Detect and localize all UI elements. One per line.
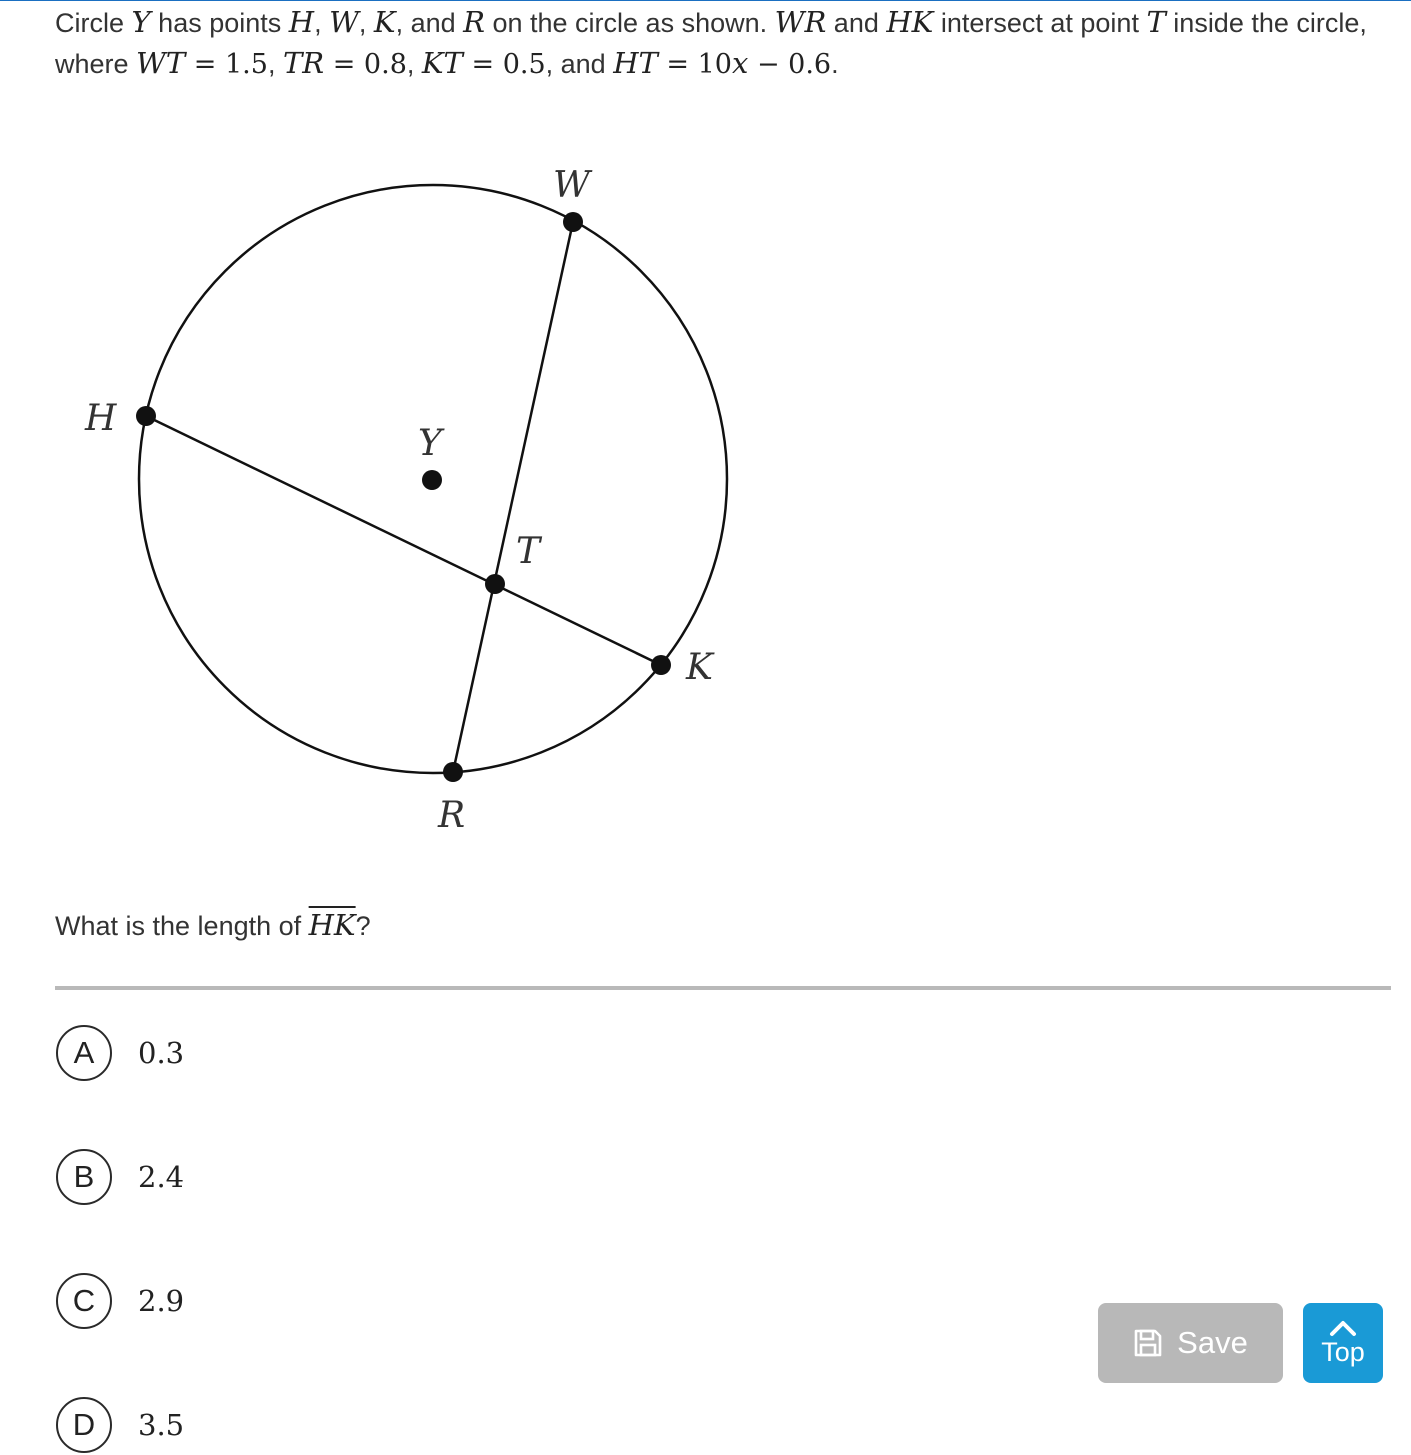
- choice-d[interactable]: [56, 1395, 184, 1455]
- choice-letter: D: [56, 1397, 112, 1453]
- label-k: K: [686, 647, 713, 688]
- choice-c[interactable]: [56, 1271, 184, 1331]
- point-y: [422, 470, 442, 490]
- top-label: Top: [1321, 1336, 1365, 1367]
- point-t: [485, 574, 505, 594]
- choice-letter: A: [56, 1025, 112, 1081]
- divider: [55, 986, 1391, 990]
- save-label: Save: [1177, 1325, 1248, 1360]
- save-button[interactable]: [1098, 1303, 1283, 1383]
- problem-stem: Circle Y has points H, W, K, and R on the circle as shown. WR and HK intersect at point T inside the circle, where WT = 1.5, TR = 0.8, KT = 0.5, and HT = 10x − 0.6.: [55, 5, 1367, 80]
- point-r: [443, 762, 463, 782]
- question-text: What is the length of $\overline{HK}$?: [55, 908, 371, 942]
- label-w: W: [553, 165, 591, 206]
- point-k: [651, 655, 671, 675]
- point-h: [136, 406, 156, 426]
- point-w: [563, 212, 583, 232]
- choice-value: 0.3: [138, 1036, 185, 1070]
- chevron-up-icon: [1329, 1319, 1357, 1337]
- chord-hk: [146, 416, 661, 665]
- choice-value: 3.5: [138, 1408, 185, 1442]
- choice-value: 2.9: [138, 1284, 185, 1318]
- choice-b[interactable]: [56, 1147, 184, 1207]
- choice-letter: C: [56, 1273, 112, 1329]
- save-icon: [1133, 1328, 1163, 1358]
- choice-letter: B: [56, 1149, 112, 1205]
- choice-a[interactable]: [56, 1023, 184, 1083]
- label-r: R: [438, 795, 466, 836]
- label-y: Y: [418, 423, 442, 464]
- circle-diagram: [0, 0, 800, 860]
- label-h: H: [85, 398, 117, 439]
- top-button[interactable]: [1303, 1303, 1383, 1383]
- chord-wr: [453, 222, 573, 772]
- label-t: T: [516, 531, 541, 572]
- choice-value: 2.4: [138, 1160, 185, 1194]
- segment-hk: $\overline{HK}$: [308, 908, 356, 942]
